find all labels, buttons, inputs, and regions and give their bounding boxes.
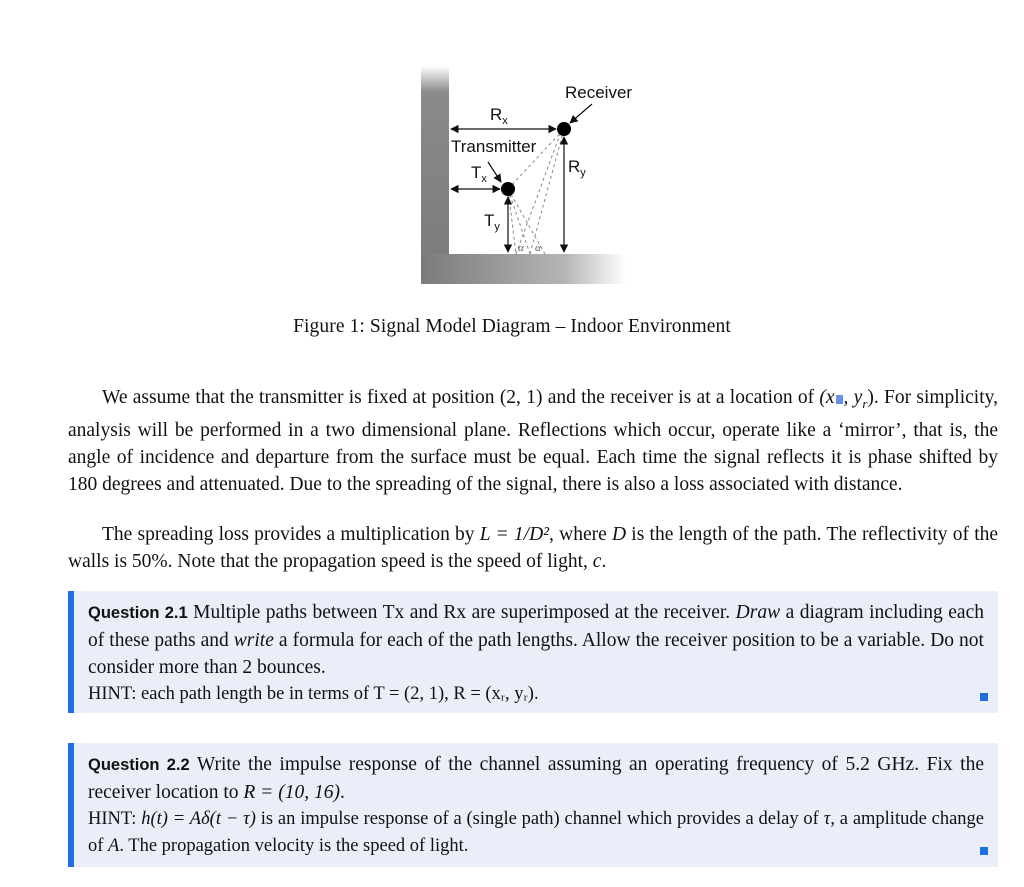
floor-wall (421, 254, 626, 284)
alpha-label-right: α (535, 242, 541, 254)
receiver-label: Receiver (565, 83, 633, 102)
signal-model-figure (0, 0, 1024, 300)
end-of-question-marker (980, 847, 988, 855)
question-hint: HINT: h(t) = Aδ(t − τ) is an impulse response of a (single path) channel which provides a delay of τ, a amplitude change of A. The propagation velocity is the speed of light. (88, 809, 985, 856)
left-wall (421, 66, 449, 284)
question-hint: HINT: each path length be in terms of T = (2, 1), R = (xᵣ, yᵣ). (88, 684, 539, 704)
ry-label: $R_y$ (568, 157, 586, 179)
paragraph-signal-model: We assume that the transmitter is fixed at position (2, 1) and the receiver is at a location of (x , $y_r$). For simplicity, analysis will be performed in a two dimensional plane. Reflections which occur, operate like a ‘mirror’, that is, the angle of incidence and departure from the surface must be equal. Each time the signal reflects it is phase shifted by 180 degrees and attenuated. Due to the spreading of the signal, there is also a loss associated with distance. (68, 387, 998, 495)
tx-label: $T_x$ (471, 163, 487, 185)
cursor-marker (836, 395, 843, 404)
receiver-dot (557, 122, 571, 136)
question-label: Question 2.1 (88, 604, 188, 622)
transmitter-label: Transmitter (451, 137, 537, 156)
figure-caption: Figure 1: Signal Model Diagram – Indoor Environment (293, 316, 731, 337)
question-label: Question 2.2 (88, 756, 190, 774)
paragraph-spreading-loss: The spreading loss provides a multiplication by L = 1/D², where D is the length of the path. The reflectivity of the walls is 50%. Note that the propagation speed is the speed of light, c. (68, 524, 999, 572)
ty-label: $T_y$ (484, 211, 500, 233)
end-of-question-marker (980, 693, 988, 701)
rx-label: $R_x$ (490, 105, 508, 127)
transmitter-dot (501, 182, 515, 196)
receiver-pointer-arrow (570, 104, 592, 123)
question-box-2-2: Question 2.2 Write the impulse response of the channel assuming an operating frequency of 5.2 GHz. Fix the receiver location to R = (10, 16). HINT: h(t) = Aδ(t − τ) is an impulse response of a (single path) channel which provides a delay of τ, a amplitude change of A. The propagation velocity is the speed of light. (68, 743, 998, 867)
question-box-2-1: Question 2.1 Multiple paths between Tx and Rx are superimposed at the receiver. Draw a diagram including each of these paths and write a formula for each of the path lengths. Allow the receiver position to be a variable. Do not consider more than 2 bounces. HINT: each path length be in terms of T = (2, 1), R = (xᵣ, yᵣ). (68, 591, 998, 713)
signal-model-diagram (0, 0, 1024, 300)
transmitter-pointer-arrow (488, 162, 501, 182)
alpha-label-left: α (518, 242, 524, 254)
